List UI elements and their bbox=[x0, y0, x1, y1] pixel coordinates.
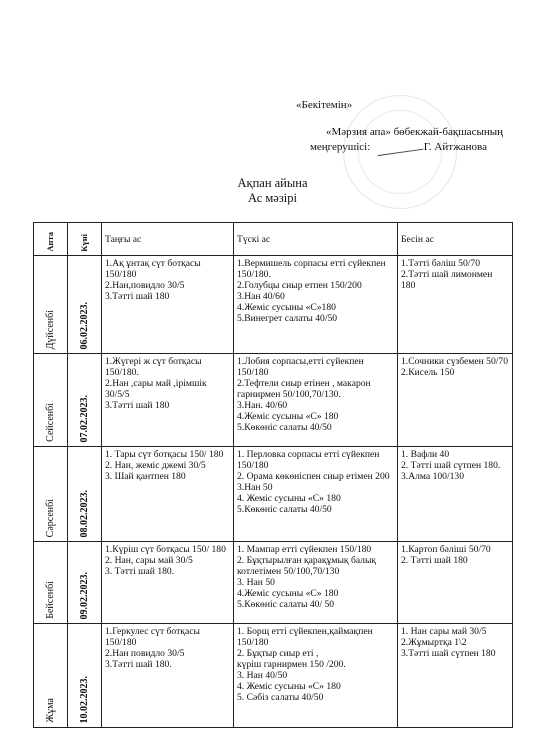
snack-item: 2. Тәтті шай 180 bbox=[401, 555, 468, 566]
snack-item: 3.Алма 100/130 bbox=[401, 471, 465, 482]
lunch-item: 3. Нан 50 bbox=[237, 577, 275, 588]
snack-item: 1.Сочники сүзбемен 50/70 bbox=[401, 356, 509, 367]
snack-item: 2.Кисель 150 bbox=[401, 367, 455, 378]
title-month: Ақпан айына bbox=[237, 176, 308, 190]
lunch-item: 2. Бұқтыр сиыр еті , bbox=[237, 648, 319, 659]
day-cell: Жұма bbox=[34, 624, 68, 728]
snack-item: 1. Вафли 40 bbox=[401, 449, 450, 460]
snack-item: 2. Тәтті шай сүтпен 180. bbox=[401, 460, 501, 471]
lunch-item: 4.Жеміс сусыны «С» 180 bbox=[237, 588, 339, 599]
header-snack: Бесін ас bbox=[398, 223, 513, 256]
table-row bbox=[34, 354, 513, 447]
table-header-row bbox=[34, 223, 513, 256]
snack-item: 1.Картоп бәліші 50/70 bbox=[401, 544, 491, 555]
approval-heading: «Бекітемін» bbox=[296, 99, 353, 111]
breakfast-item: 1.Ақ ұнтақ сүт ботқасы 150/180 bbox=[105, 258, 201, 280]
snack-cell bbox=[398, 542, 513, 624]
breakfast-item: 2.Нан,повидло 30/5 bbox=[105, 280, 185, 291]
lunch-item: 5. Сәбіз салаты 40/50 bbox=[237, 692, 324, 703]
lunch-item: 3.Нан. 40/60 bbox=[237, 400, 288, 411]
date-cell: 09.02.2023. bbox=[68, 542, 102, 624]
day-cell: Дүйсенбі bbox=[34, 256, 68, 354]
lunch-item: 1. Борщ етті сүйекпен,қаймақпен 150/180 bbox=[237, 626, 373, 648]
lunch-item: 1.Вермишель сорпасы етті сүйекпен 150/180. bbox=[237, 258, 386, 280]
approval-name: Г. Айтжанова bbox=[423, 141, 487, 153]
breakfast-item: 3.Тәтті шай 180 bbox=[105, 291, 170, 302]
snack-cell bbox=[398, 624, 513, 728]
breakfast-item: 3. Тәтті шай 180. bbox=[105, 566, 175, 577]
approval-role: меңгерушісі: bbox=[309, 141, 371, 153]
breakfast-cell bbox=[102, 624, 234, 728]
breakfast-item: 2. Нан, сары май 30/5 bbox=[105, 555, 193, 566]
lunch-item: 3. Нан 40/50 bbox=[237, 670, 288, 681]
page-title bbox=[0, 176, 545, 206]
table-row bbox=[34, 447, 513, 542]
snack-cell bbox=[398, 447, 513, 542]
date-cell: 10.02.2023. bbox=[68, 624, 102, 728]
lunch-item: 3.Нан 50 bbox=[237, 482, 273, 493]
header-lunch: Түскі ас bbox=[234, 223, 398, 256]
lunch-cell bbox=[234, 354, 398, 447]
breakfast-cell bbox=[102, 447, 234, 542]
breakfast-item: 3.Тәтті шай 180 bbox=[105, 400, 170, 411]
table-row bbox=[34, 256, 513, 354]
lunch-item: 4. Жеміс сусыны «С» 180 bbox=[237, 493, 341, 504]
header-breakfast: Таңғы ас bbox=[102, 223, 234, 256]
header-date: Күні bbox=[68, 223, 102, 256]
header-day: Апта bbox=[34, 223, 68, 256]
snack-item: 1.Тәтті бәліш 50/70 bbox=[401, 258, 480, 269]
day-cell: Сейсенбі bbox=[34, 354, 68, 447]
lunch-item: 2.Тефтели сиыр етінен , макарон гарнирмен 50/100,70/130. bbox=[237, 378, 371, 400]
breakfast-item: 2.Нан ,сары май ,ірімшік 30/5/5 bbox=[105, 378, 207, 400]
lunch-item: 1.Лобия сорпасы,етті сүйекпен 150/180 bbox=[237, 356, 364, 378]
breakfast-cell bbox=[102, 542, 234, 624]
date-cell: 06.02.2023. bbox=[68, 256, 102, 354]
breakfast-item: 1.Жүгері ж сүт ботқасы 150/180. bbox=[105, 356, 202, 378]
lunch-item: 2.Голубцы сиыр етпен 150/200 bbox=[237, 280, 362, 291]
lunch-item: 1. Перловка сорпасы етті сүйекпен 150/180 bbox=[237, 449, 380, 471]
lunch-item: 5.Винегрет салаты 40/50 bbox=[237, 313, 338, 324]
lunch-item: 4.Жеміс сусыны «С»180 bbox=[237, 302, 336, 313]
breakfast-item: 3. Шай қантпен 180 bbox=[105, 471, 186, 482]
lunch-item: 5.Көкөніс салаты 40/ 50 bbox=[237, 599, 335, 610]
lunch-item: 3.Нан 40/60 bbox=[237, 291, 285, 302]
lunch-cell bbox=[234, 624, 398, 728]
approval-institution: «Мәрзия апа» бөбекжай-бақшасының bbox=[325, 126, 503, 138]
breakfast-item: 3.Тәтті шай 180. bbox=[105, 659, 172, 670]
snack-item: 1. Нан сары май 30/5 bbox=[401, 626, 487, 637]
lunch-item: 4. Жеміс сусыны «С» 180 bbox=[237, 681, 341, 692]
breakfast-item: 1. Тары сүт ботқасы 150/ 180 bbox=[105, 449, 224, 460]
approval-block bbox=[258, 98, 503, 155]
lunch-item: 1. Мампар етті сүйекпен 150/180 bbox=[237, 544, 372, 555]
breakfast-cell bbox=[102, 256, 234, 354]
breakfast-item: 1.Күріш сүт ботқасы 150/ 180 bbox=[105, 544, 226, 555]
day-cell: Сәрсенбі bbox=[34, 447, 68, 542]
snack-item: 2.Тәтті шай лимонмен 180 bbox=[401, 269, 493, 291]
lunch-item: 4.Жеміс сусыны «С» 180 bbox=[237, 411, 339, 422]
lunch-item: 2. Бұқтырылған қарақұмық балық котлетімен 50/100,70/130 bbox=[237, 555, 377, 577]
lunch-cell bbox=[234, 256, 398, 354]
breakfast-item: 2. Нан, жеміс джемі 30/5 bbox=[105, 460, 206, 471]
snack-item: 3.Тәтті шай сүтпен 180 bbox=[401, 648, 496, 659]
table-row bbox=[34, 624, 513, 728]
menu-table bbox=[33, 222, 513, 728]
breakfast-item: 1.Геркулес сүт ботқасы 150/180 bbox=[105, 626, 200, 648]
date-cell: 07.02.2023. bbox=[68, 354, 102, 447]
lunch-item: 5.Көкөніс салаты 40/50 bbox=[237, 422, 332, 433]
title-menu: Ас мәзірі bbox=[248, 191, 297, 205]
lunch-item: күріш гарнирмен 150 /200. bbox=[237, 659, 346, 670]
date-cell: 08.02.2023. bbox=[68, 447, 102, 542]
lunch-cell bbox=[234, 542, 398, 624]
lunch-cell bbox=[234, 447, 398, 542]
approval-signer bbox=[258, 140, 503, 155]
snack-cell bbox=[398, 256, 513, 354]
breakfast-cell bbox=[102, 354, 234, 447]
snack-item: 2.Жұмыртқа 1\2 bbox=[401, 637, 467, 648]
day-cell: Бейсенбі bbox=[34, 542, 68, 624]
lunch-item: 5.Көкөніс салаты 40/50 bbox=[237, 504, 332, 515]
lunch-item: 2. Орама көкөніспен сиыр етімен 200 bbox=[237, 471, 390, 482]
snack-cell bbox=[398, 354, 513, 447]
breakfast-item: 2.Нан повидло 30/5 bbox=[105, 648, 185, 659]
table-row bbox=[34, 542, 513, 624]
